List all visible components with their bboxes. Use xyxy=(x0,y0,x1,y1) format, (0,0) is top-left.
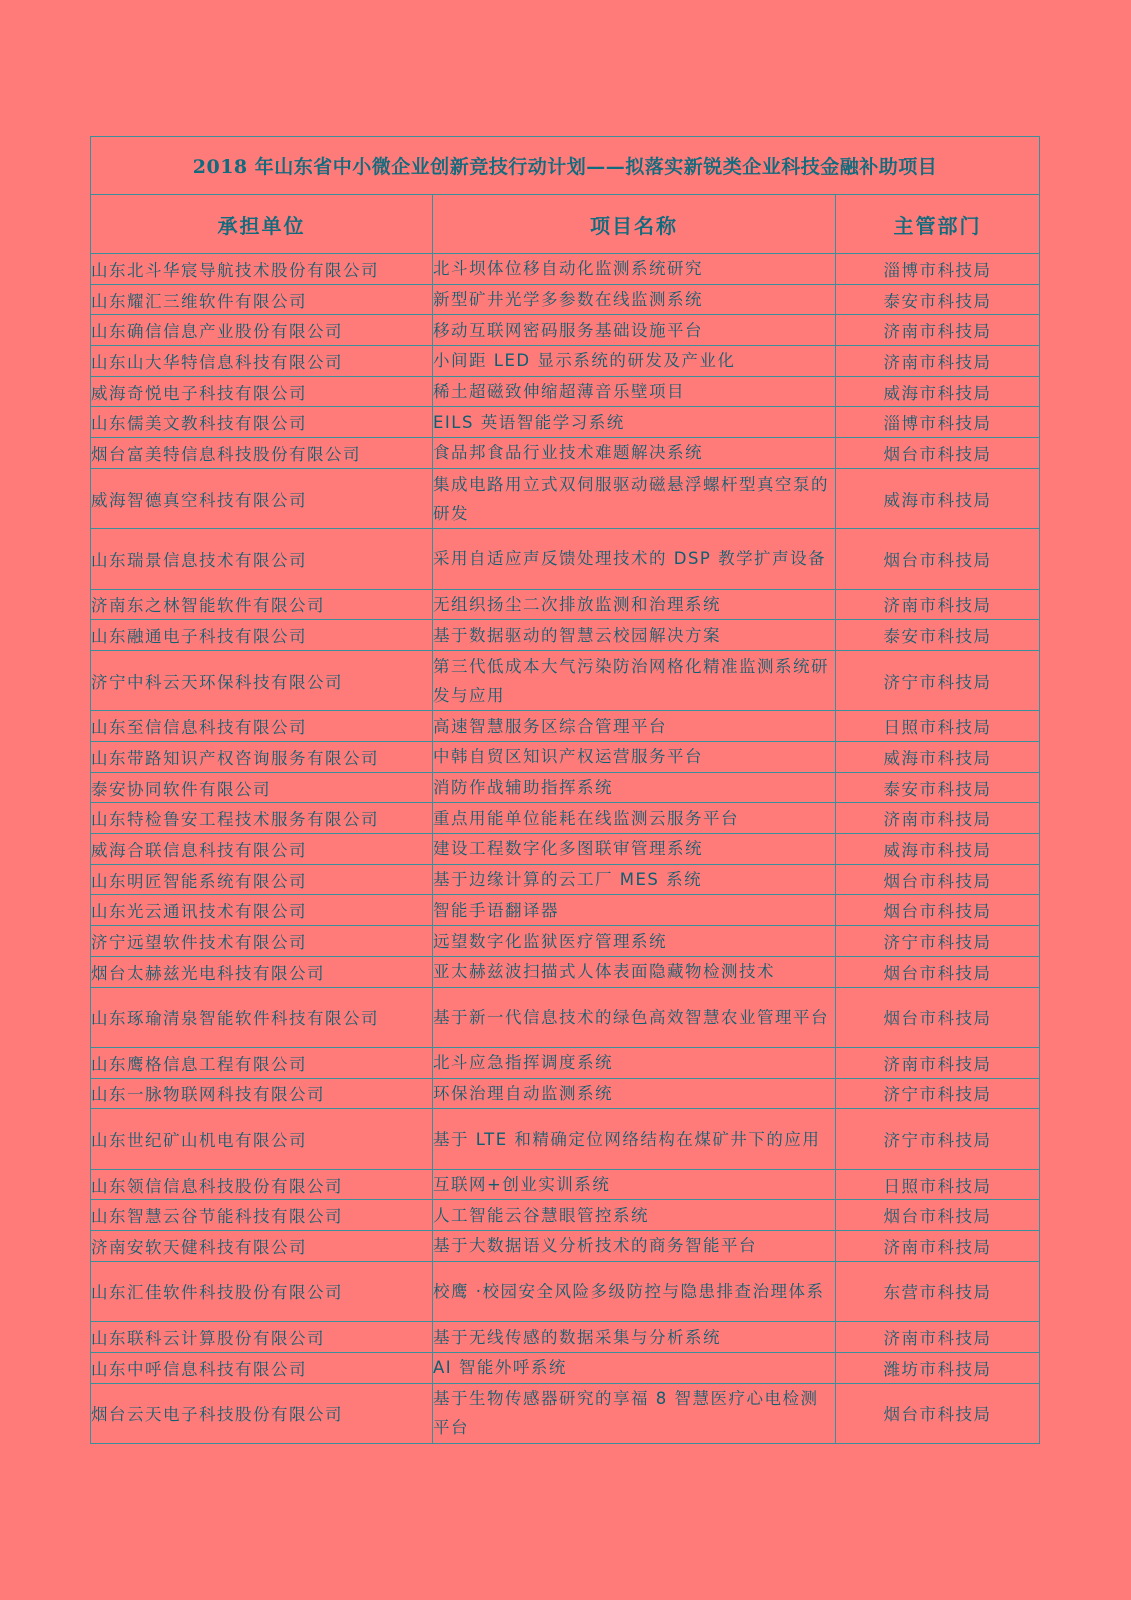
unit-cell: 烟台富美特信息科技股份有限公司 xyxy=(91,438,433,469)
table-body xyxy=(91,254,1040,1444)
table-row xyxy=(91,254,1040,285)
table-header-row xyxy=(91,195,1040,254)
table-row xyxy=(91,772,1040,803)
table-row xyxy=(91,956,1040,987)
project-cell: 小间距 LED 显示系统的研发及产业化 xyxy=(433,346,836,377)
unit-cell: 山东瑞景信息技术有限公司 xyxy=(91,529,433,589)
table-row xyxy=(91,1383,1040,1443)
dept-cell: 烟台市科技局 xyxy=(836,895,1040,926)
unit-cell: 济南安软天健科技有限公司 xyxy=(91,1231,433,1262)
project-cell: 建设工程数字化多图联审管理系统 xyxy=(433,834,836,865)
dept-cell: 日照市科技局 xyxy=(836,711,1040,742)
dept-cell: 济南市科技局 xyxy=(836,1231,1040,1262)
table-row xyxy=(91,620,1040,651)
project-cell: 基于新一代信息技术的绿色高效智慧农业管理平台 xyxy=(433,987,836,1047)
project-cell: 校鹰 ·校园安全风险多级防控与隐患排查治理体系 xyxy=(433,1261,836,1321)
unit-cell: 山东儒美文教科技有限公司 xyxy=(91,407,433,438)
dept-cell: 烟台市科技局 xyxy=(836,438,1040,469)
unit-cell: 山东山大华特信息科技有限公司 xyxy=(91,346,433,377)
dept-cell: 济南市科技局 xyxy=(836,346,1040,377)
table-row xyxy=(91,803,1040,834)
unit-cell: 山东领信信息科技股份有限公司 xyxy=(91,1169,433,1200)
dept-cell: 济宁市科技局 xyxy=(836,1109,1040,1169)
dept-cell: 潍坊市科技局 xyxy=(836,1352,1040,1383)
project-cell: 基于大数据语义分析技术的商务智能平台 xyxy=(433,1231,836,1262)
project-cell: 消防作战辅助指挥系统 xyxy=(433,772,836,803)
unit-cell: 山东中呼信息科技有限公司 xyxy=(91,1352,433,1383)
unit-cell: 山东确信信息产业股份有限公司 xyxy=(91,315,433,346)
unit-cell: 威海合联信息科技有限公司 xyxy=(91,834,433,865)
project-cell: 环保治理自动监测系统 xyxy=(433,1078,836,1109)
dept-cell: 济南市科技局 xyxy=(836,803,1040,834)
dept-cell: 烟台市科技局 xyxy=(836,529,1040,589)
unit-cell: 威海奇悦电子科技有限公司 xyxy=(91,376,433,407)
project-cell: 基于 LTE 和精确定位网络结构在煤矿井下的应用 xyxy=(433,1109,836,1169)
table-title: 2018 年山东省中小微企业创新竞技行动计划——拟落实新锐类企业科技金融补助项目 xyxy=(91,137,1040,195)
table-row xyxy=(91,987,1040,1047)
table-row xyxy=(91,895,1040,926)
unit-cell: 济宁远望软件技术有限公司 xyxy=(91,926,433,957)
unit-cell: 烟台太赫兹光电科技有限公司 xyxy=(91,956,433,987)
project-cell: 食品邦食品行业技术难题解决系统 xyxy=(433,438,836,469)
project-cell: 无组织扬尘二次排放监测和治理系统 xyxy=(433,589,836,620)
unit-cell: 山东明匠智能系统有限公司 xyxy=(91,864,433,895)
dept-cell: 济南市科技局 xyxy=(836,1047,1040,1078)
dept-cell: 烟台市科技局 xyxy=(836,1383,1040,1443)
project-cell: 第三代低成本大气污染防治网格化精准监测系统研发与应用 xyxy=(433,650,836,710)
unit-cell: 山东特检鲁安工程技术服务有限公司 xyxy=(91,803,433,834)
table-row xyxy=(91,864,1040,895)
table-row xyxy=(91,1231,1040,1262)
table-row xyxy=(91,1352,1040,1383)
project-cell: 采用自适应声反馈处理技术的 DSP 教学扩声设备 xyxy=(433,529,836,589)
unit-cell: 威海智德真空科技有限公司 xyxy=(91,468,433,528)
dept-cell: 济宁市科技局 xyxy=(836,926,1040,957)
project-table xyxy=(90,136,1040,1444)
unit-cell: 山东琢瑜清泉智能软件科技有限公司 xyxy=(91,987,433,1047)
table-row xyxy=(91,529,1040,589)
project-cell: 人工智能云谷慧眼管控系统 xyxy=(433,1200,836,1231)
project-cell: 亚太赫兹波扫描式人体表面隐藏物检测技术 xyxy=(433,956,836,987)
table-row xyxy=(91,407,1040,438)
header-unit: 承担单位 xyxy=(91,195,433,254)
dept-cell: 济南市科技局 xyxy=(836,589,1040,620)
header-project: 项目名称 xyxy=(433,195,836,254)
project-cell: 中韩自贸区知识产权运营服务平台 xyxy=(433,742,836,773)
table-row xyxy=(91,1109,1040,1169)
unit-cell: 山东耀汇三维软件有限公司 xyxy=(91,284,433,315)
project-cell: 智能手语翻译器 xyxy=(433,895,836,926)
dept-cell: 威海市科技局 xyxy=(836,468,1040,528)
unit-cell: 山东至信信息科技有限公司 xyxy=(91,711,433,742)
dept-cell: 日照市科技局 xyxy=(836,1169,1040,1200)
dept-cell: 烟台市科技局 xyxy=(836,956,1040,987)
unit-cell: 山东智慧云谷节能科技有限公司 xyxy=(91,1200,433,1231)
unit-cell: 山东鹰格信息工程有限公司 xyxy=(91,1047,433,1078)
unit-cell: 山东汇佳软件科技股份有限公司 xyxy=(91,1261,433,1321)
unit-cell: 山东带路知识产权咨询服务有限公司 xyxy=(91,742,433,773)
dept-cell: 泰安市科技局 xyxy=(836,284,1040,315)
project-cell: 北斗坝体位移自动化监测系统研究 xyxy=(433,254,836,285)
table-row xyxy=(91,376,1040,407)
header-dept: 主管部门 xyxy=(836,195,1040,254)
project-cell: AI 智能外呼系统 xyxy=(433,1352,836,1383)
unit-cell: 山东世纪矿山机电有限公司 xyxy=(91,1109,433,1169)
table-row xyxy=(91,1200,1040,1231)
dept-cell: 泰安市科技局 xyxy=(836,772,1040,803)
table-row xyxy=(91,315,1040,346)
dept-cell: 泰安市科技局 xyxy=(836,620,1040,651)
dept-cell: 淄博市科技局 xyxy=(836,254,1040,285)
table-row xyxy=(91,650,1040,710)
project-cell: 稀土超磁致伸缩超薄音乐壁项目 xyxy=(433,376,836,407)
unit-cell: 山东北斗华宸导航技术股份有限公司 xyxy=(91,254,433,285)
table-row xyxy=(91,1047,1040,1078)
unit-cell: 烟台云天电子科技股份有限公司 xyxy=(91,1383,433,1443)
dept-cell: 济南市科技局 xyxy=(836,315,1040,346)
dept-cell: 威海市科技局 xyxy=(836,834,1040,865)
table-row xyxy=(91,742,1040,773)
project-cell: 新型矿井光学多参数在线监测系统 xyxy=(433,284,836,315)
project-cell: 基于边缘计算的云工厂 MES 系统 xyxy=(433,864,836,895)
project-cell: EILS 英语智能学习系统 xyxy=(433,407,836,438)
table-row xyxy=(91,438,1040,469)
table-row xyxy=(91,1078,1040,1109)
dept-cell: 济宁市科技局 xyxy=(836,1078,1040,1109)
project-cell: 高速智慧服务区综合管理平台 xyxy=(433,711,836,742)
table-row xyxy=(91,1169,1040,1200)
table-row xyxy=(91,711,1040,742)
unit-cell: 山东一脉物联网科技有限公司 xyxy=(91,1078,433,1109)
project-cell: 基于数据驱动的智慧云校园解决方案 xyxy=(433,620,836,651)
dept-cell: 烟台市科技局 xyxy=(836,987,1040,1047)
project-cell: 基于无线传感的数据采集与分析系统 xyxy=(433,1322,836,1353)
project-cell: 重点用能单位能耗在线监测云服务平台 xyxy=(433,803,836,834)
project-cell: 集成电路用立式双伺服驱动磁悬浮螺杆型真空泵的研发 xyxy=(433,468,836,528)
dept-cell: 烟台市科技局 xyxy=(836,1200,1040,1231)
dept-cell: 威海市科技局 xyxy=(836,742,1040,773)
table-row xyxy=(91,284,1040,315)
project-cell: 远望数字化监狱医疗管理系统 xyxy=(433,926,836,957)
dept-cell: 济南市科技局 xyxy=(836,1322,1040,1353)
unit-cell: 济南东之林智能软件有限公司 xyxy=(91,589,433,620)
table-row xyxy=(91,1322,1040,1353)
table-row xyxy=(91,926,1040,957)
project-cell: 基于生物传感器研究的享福 8 智慧医疗心电检测平台 xyxy=(433,1383,836,1443)
dept-cell: 济宁市科技局 xyxy=(836,650,1040,710)
dept-cell: 烟台市科技局 xyxy=(836,864,1040,895)
project-cell: 移动互联网密码服务基础设施平台 xyxy=(433,315,836,346)
unit-cell: 济宁中科云天环保科技有限公司 xyxy=(91,650,433,710)
dept-cell: 威海市科技局 xyxy=(836,376,1040,407)
unit-cell: 山东联科云计算股份有限公司 xyxy=(91,1322,433,1353)
unit-cell: 泰安协同软件有限公司 xyxy=(91,772,433,803)
unit-cell: 山东融通电子科技有限公司 xyxy=(91,620,433,651)
table-row xyxy=(91,346,1040,377)
dept-cell: 淄博市科技局 xyxy=(836,407,1040,438)
project-cell: 互联网+创业实训系统 xyxy=(433,1169,836,1200)
table-row xyxy=(91,589,1040,620)
table-row xyxy=(91,1261,1040,1321)
unit-cell: 山东光云通讯技术有限公司 xyxy=(91,895,433,926)
table-row xyxy=(91,834,1040,865)
dept-cell: 东营市科技局 xyxy=(836,1261,1040,1321)
table-row xyxy=(91,468,1040,528)
project-cell: 北斗应急指挥调度系统 xyxy=(433,1047,836,1078)
